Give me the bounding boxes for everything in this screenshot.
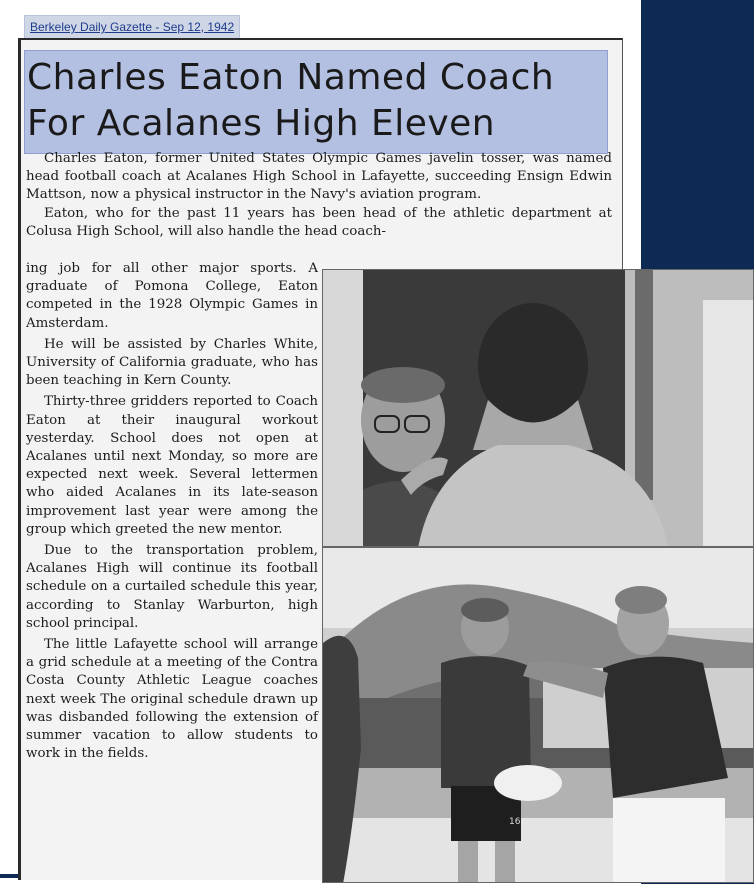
lead-paragraph: Eaton, who for the past 11 years has been head of the athletic department at Colusa High School, will also handle the head coach- [26, 205, 612, 239]
headline [24, 50, 608, 154]
headline-line-1: Charles Eaton Named Coach [27, 57, 555, 98]
article-column [26, 260, 318, 766]
source-link[interactable]: Berkeley Daily Gazette - Sep 12, 1942 [24, 15, 240, 39]
column-paragraph: Due to the transportation problem, Acalanes High will continue its football schedule on a curtailed schedule this year, according to Stanlay Warburton, high school principal. [26, 543, 318, 631]
headline-line-2: For Acalanes High Eleven [27, 103, 496, 144]
column-paragraph: He will be assisted by Charles White, University of California graduate, who has been teaching in Kern County. [26, 336, 318, 389]
photo-coach-and-athlete [322, 269, 754, 547]
photo-coach-with-players-poolside [322, 547, 754, 883]
lead-paragraph: Charles Eaton, former United States Olympic Games javelin tosser, was named head football coach at Acalanes High School in Lafayette, succeeding Ensign Edwin Mattson, now a physical instructor in the Navy's aviation program. [26, 151, 612, 203]
article-lead [26, 150, 612, 241]
column-paragraph: The little Lafayette school will arrange a grid schedule at a meeting of the Contra Costa County Athletic League coaches next week The original schedule drawn up was disbanded following the extension of summer vacation to allow students to work in the fields. [26, 637, 318, 762]
column-paragraph: ing job for all other major sports. A graduate of Pomona College, Eaton competed in the 1928 Olympic Games in Amsterdam. [26, 261, 318, 331]
photo-coach-and-athlete-icon [323, 270, 754, 547]
jersey-number: 16 [509, 817, 521, 827]
photo-coach-with-players-poolside-icon [323, 548, 754, 883]
column-paragraph: Thirty-three gridders reported to Coach Eaton at their inaugural workout yesterday. School does not open at Acalanes until next Monday, so more are expected next week. Several lettermen who aided Acalanes in its late-season improvement last year were among the group which greeted the new mentor. [26, 394, 318, 537]
